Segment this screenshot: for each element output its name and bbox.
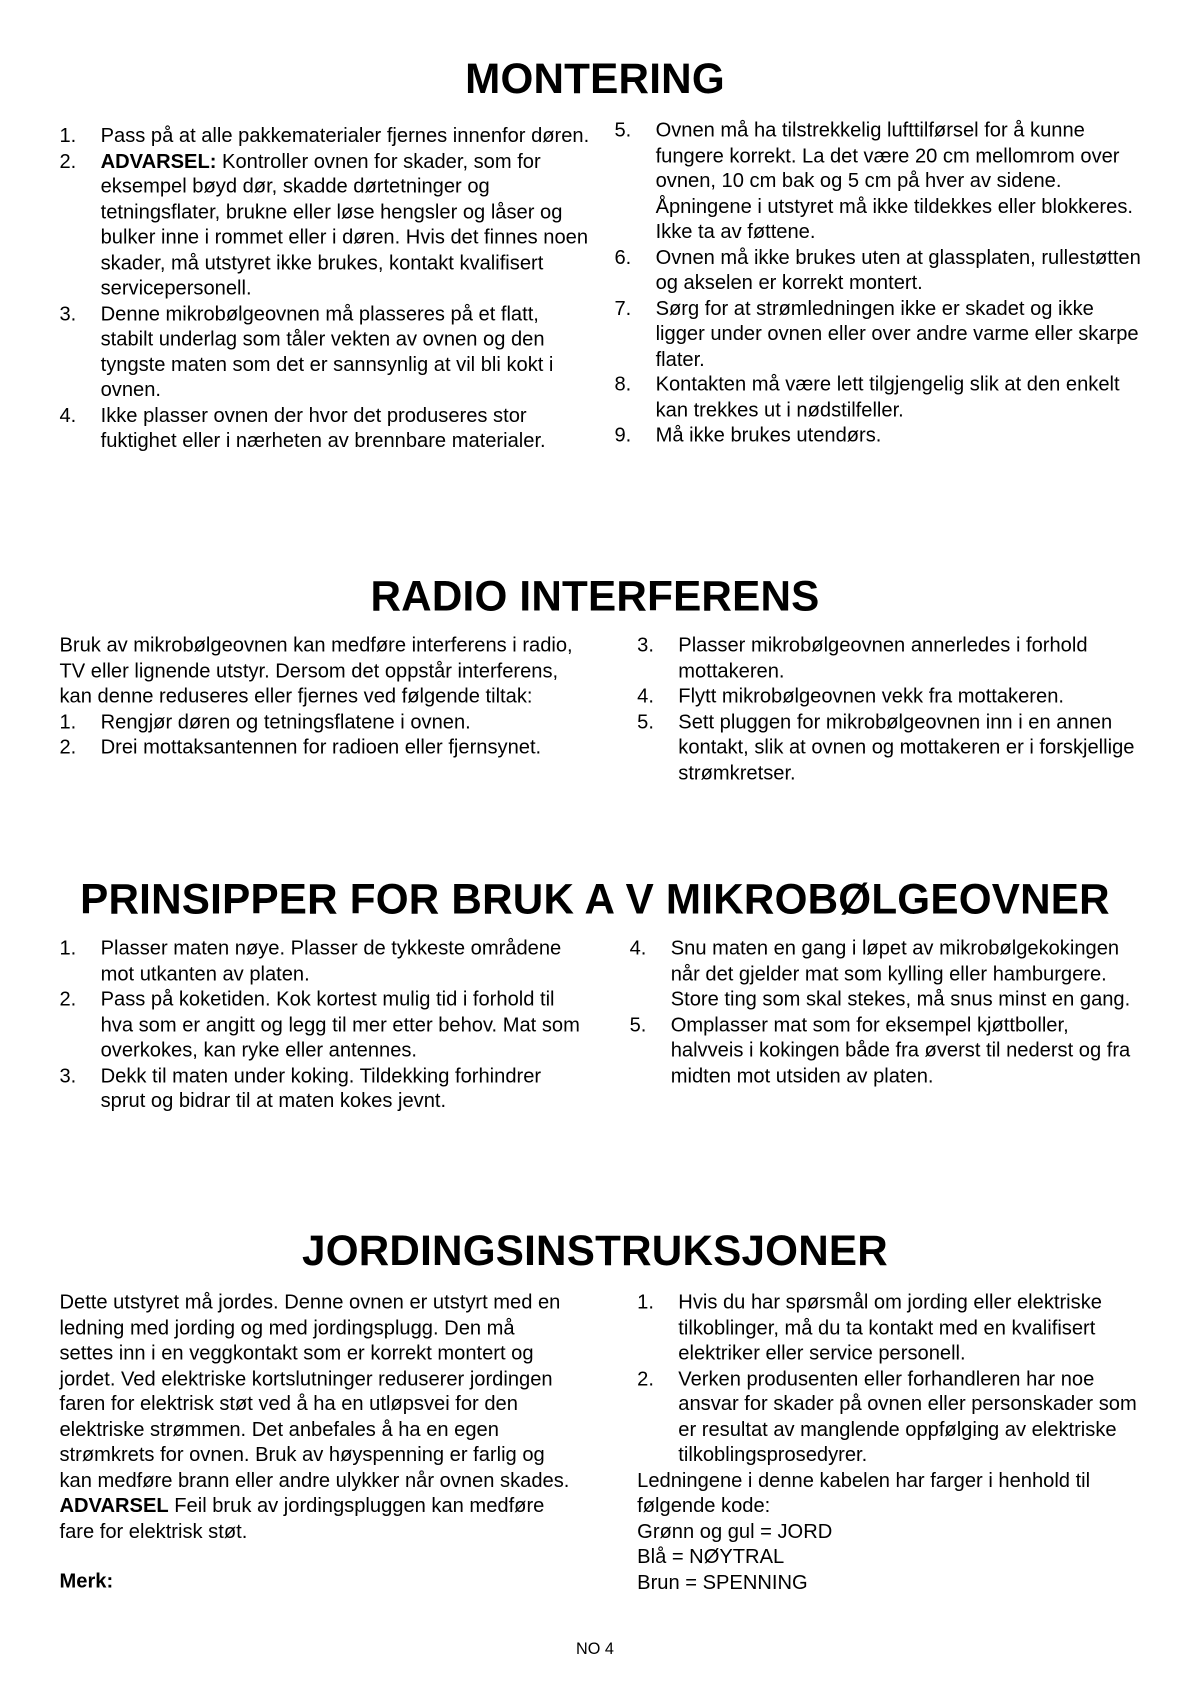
- jording-warning: ADVARSEL Feil bruk av jordingspluggen kan medføre fare for elektrisk støt.: [59, 1493, 545, 1542]
- list-item: 4. Snu maten en gang i løpet av mikrobølgekokingen når det gjelder mat som kylling eller hamburgere. Store ting som skal stekes, må snus minst en gang.: [629, 936, 1131, 1010]
- note-label: Merk:: [59, 1569, 114, 1593]
- section-title-radio-interferens: RADIO INTERFERENS: [370, 573, 820, 621]
- list-item: 4. Flytt mikrobølgeovnen vekk fra mottakeren.: [637, 684, 1064, 707]
- jording-body: Dette utstyret må jordes. Denne ovnen er utstyrt med en ledning med jording og med jordingsplugg. Den må settes inn i en veggkontakt som er korrekt montert og jordet. Ved elektriske kortslutninger reduserer jordingen faren for elektrisk støt ved å ha en utløpsvei for den elektriske strømmen. Det anbefales å ha en egen strømkrets for ovnen. Bruk av høyspenning er farlig og kan medføre brann eller andre ulykker når ovnen skades.: [59, 1290, 570, 1491]
- list-item: 6. Ovnen må ikke brukes uten at glassplaten, rullestøtten og akselen er korrekt montert.: [614, 245, 1141, 294]
- list-item: 2. ADVARSEL: Kontroller ovnen for skader, som for eksempel bøyd dør, skadde dørtetninger og tetningsflater, brukne eller løse hengsler og låser og bulker inne i rommet eller i døren. Hvis det finnes noen skader, må utstyret ikke brukes, kontakt kvalifisert servicepersonell.: [59, 148, 589, 299]
- radio-intro: Bruk av mikrobølgeovnen kan medføre interferens i radio, TV eller lignende utstyr. Dersom det oppstår interferens, kan denne reduseres eller fjernes ved følgende tiltak:: [59, 633, 573, 707]
- list-item: 1. Hvis du har spørsmål om jording eller elektriske tilkoblinger, må du ta kontakt med en kvalifisert elektriker eller service personell.: [637, 1290, 1102, 1364]
- warning-label: ADVARSEL: [59, 1493, 169, 1517]
- section-title-jording: JORDINGSINSTRUKSJONER: [302, 1228, 888, 1275]
- color-code-neutral: Blå = NØYTRAL: [637, 1544, 785, 1568]
- radio-left-column: [59, 632, 589, 759]
- cable-color-intro: Ledningene i denne kabelen har farger i henhold til følgende kode:: [637, 1468, 1091, 1517]
- list-item: 9. Må ikke brukes utendørs.: [614, 423, 882, 446]
- list-item: 1. Rengjør døren og tetningsflatene i ovnen.: [59, 709, 471, 733]
- list-item: 8. Kontakten må være lett tilgjengelig slik at den enkelt kan trekkes ut i nødstilfeller.: [614, 372, 1120, 421]
- color-code-earth: Grønn og gul = JORD: [637, 1519, 833, 1542]
- radio-left-list: [59, 708, 589, 759]
- list-item: 5. Sett pluggen for mikrobølgeovnen inn i en annen kontakt, slik at ovnen og mottakeren er i forskjellige strømkretser.: [637, 709, 1135, 784]
- color-code-live: Brun = SPENNING: [637, 1569, 808, 1593]
- prinsipper-left-list: [59, 935, 589, 1113]
- list-item: 7. Sørg for at strømledningen ikke er skadet og ikke ligger under ovnen eller over andre varme eller skarpe flater.: [614, 296, 1139, 370]
- jording-right-list: [637, 1289, 1151, 1467]
- radio-right-list: [637, 632, 1151, 785]
- prinsipper-right-list: [630, 935, 1138, 1088]
- jording-left-column: [59, 1289, 573, 1594]
- list-item: 2. Verken produsenten eller forhandleren har noe ansvar for skader på ovnen eller personskader som er resultat av manglende oppfølging av elektriske tilkoblingsprosedyrer.: [637, 1366, 1137, 1466]
- warning-label: ADVARSEL:: [100, 148, 217, 172]
- list-item: 1. Plasser maten nøye. Plasser de tykkeste områdene mot utkanten av platen.: [59, 936, 562, 985]
- list-item: 3. Dekk til maten under koking. Tildekking forhindrer sprut og bidrar til at maten kokes jevnt.: [59, 1063, 542, 1112]
- section-title-montering: MONTERING: [465, 56, 725, 103]
- list-item: 4. Ikke plasser ovnen der hvor det produseres stor fuktighet eller i nærheten av brennbare materialer.: [59, 403, 546, 452]
- list-item: 3. Denne mikrobølgeovnen må plasseres på et flatt, stabilt underlag som tåler vekten av ovnen og den tyngste maten som det er sannsynlig at vil bli kokt i ovnen.: [59, 301, 554, 401]
- list-item: 2. Pass på koketiden. Kok kortest mulig tid i forhold til hva som er angitt og legg til mer etter behov. Mat som overkokes, kan ryke eller antennes.: [59, 987, 580, 1061]
- page-number: NO 4: [576, 1639, 614, 1659]
- section-title-prinsipper: PRINSIPPER FOR BRUK A V MIKROBØLGEOVNER: [80, 876, 1110, 924]
- list-item: 1. Pass på at alle pakkematerialer fjernes innenfor døren.: [59, 123, 590, 147]
- montering-left-list: [59, 122, 589, 453]
- list-item: 5. Omplasser mat som for eksempel kjøttboller, halvveis i kokingen både fra øverst til nederst og fra midten mot utsiden av platen.: [629, 1012, 1131, 1087]
- montering-right-list: [614, 117, 1144, 448]
- jording-right-column: [637, 1289, 1151, 1594]
- list-item: 2. Drei mottaksantennen for radioen eller fjernsynet.: [59, 734, 542, 758]
- list-item: 5. Ovnen må ha tilstrekkelig lufttilførsel for å kunne fungere korrekt. La det være 20 cm mellomrom over ovnen, 10 cm bak og 5 cm på hver av sidene. Åpningene i utstyret må ikke tildekkes eller blokkeres. Ikke ta av føttene.: [614, 117, 1133, 243]
- list-item: 3. Plasser mikrobølgeovnen annerledes i forhold mottakeren.: [637, 633, 1088, 682]
